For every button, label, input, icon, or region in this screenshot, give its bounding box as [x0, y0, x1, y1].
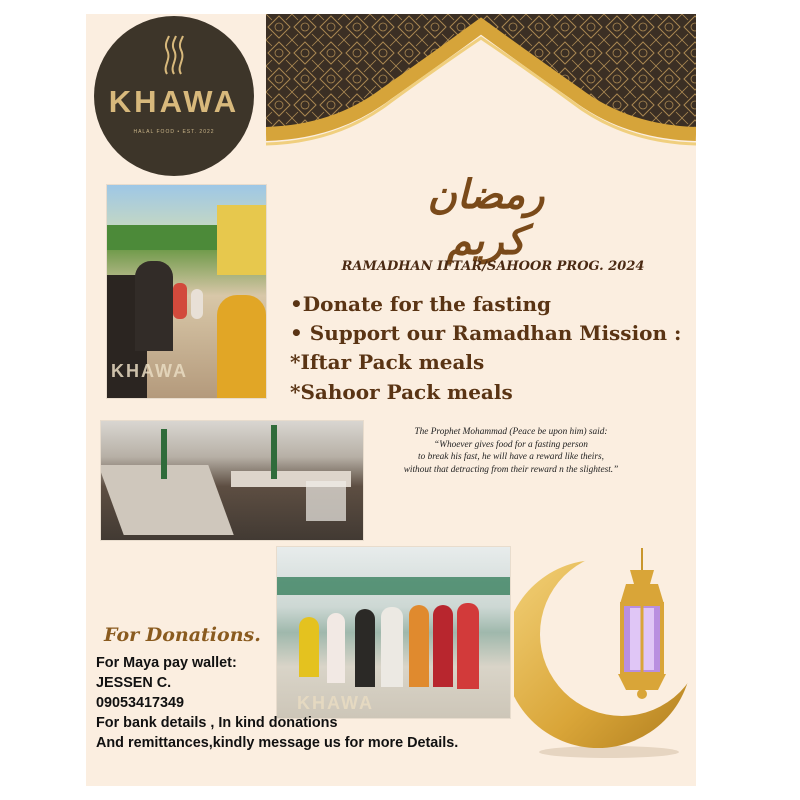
donation-line-remittances: And remittances,kindly message us for more Details.: [96, 735, 459, 751]
logo-tagline: HALAL FOOD • EST. 2022: [133, 129, 215, 135]
photo-watermark: KHAWA: [111, 361, 188, 381]
donation-line-wallet: For Maya pay wallet:: [96, 655, 237, 671]
quote-line: The Prophet Mohammad (Peace be upon him) said:: [414, 427, 608, 437]
photo-dining-hall: [100, 420, 364, 541]
crescent-moon-lantern-illustration: [514, 544, 696, 759]
donation-line-phone: 09053417349: [96, 695, 185, 711]
poster: [86, 14, 696, 786]
mission-line-sahoor: *Sahoor Pack meals: [290, 380, 513, 404]
arch-pattern-banner: [266, 14, 696, 159]
program-title: RAMADHAN IFTAR/SAHOOR PROG. 2024: [341, 259, 645, 274]
ramadan-kareem-calligraphy: رمضان كريم: [427, 172, 545, 264]
photo-children-outreach: [106, 184, 267, 399]
photo-group-mosque: [276, 546, 511, 719]
khawa-logo: [94, 16, 254, 176]
donation-line-name: JESSEN C.: [96, 675, 172, 691]
steam-icon: [160, 34, 188, 76]
mission-line-iftar: *Iftar Pack meals: [290, 350, 485, 374]
mission-line-support: • Support our Ramadhan Mission :: [290, 321, 682, 345]
donation-line-bank: For bank details , In kind donations: [96, 715, 338, 731]
hadith-quote: [366, 426, 656, 476]
quote-line: without that detracting from their reward n the slightest.”: [403, 464, 619, 475]
logo-brand-text: KHAWA: [108, 84, 240, 119]
donations-heading: For Donations.: [104, 624, 261, 646]
quote-line: “Whoever gives food for a fasting person: [434, 439, 588, 450]
photo-watermark: KHAWA: [297, 693, 374, 713]
quote-line: to break his fast, he will have a reward like theirs,: [418, 452, 604, 462]
mission-line-donate: •Donate for the fasting: [290, 292, 551, 316]
